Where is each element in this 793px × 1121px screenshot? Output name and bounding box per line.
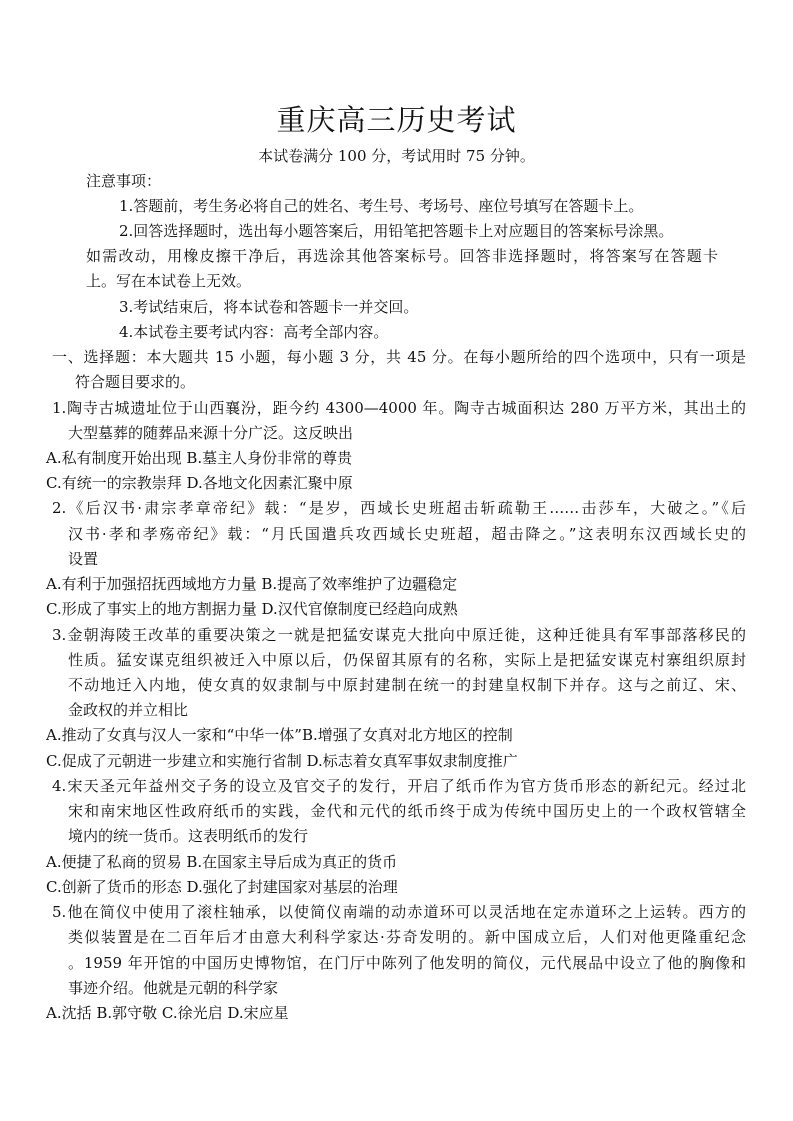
notice-item-2-line-1: 2.回答选择题时，选出每小题答案后，用铅笔把答题卡上对应题目的答案标号涂黑。	[119, 222, 674, 240]
question-1-stem-line-1: 1.陶寺古城遗址位于山西襄汾，距今约 4300—4000 年。陶寺古城面积达 280 万平方米，其出土的	[52, 399, 746, 417]
question-4-stem-line-3: 境内的统一货币。这表明纸币的发行	[68, 827, 309, 845]
question-5-stem-line-4: 事迹介绍。他就是元朝的科学家	[68, 979, 279, 997]
question-5-stem-line-3: 。1959 年开馆的中国历史博物馆，在门厅中陈列了他发明的简仪，元代展品中设立了他的胸像和	[68, 954, 746, 972]
question-5-stem-line-2: 类似装置是在二百年后才由意大利科学家达·芬奇发明的。新中国成立后，人们对他更隆重纪念	[68, 928, 746, 946]
question-5-options: A.沈括 B.郭守敬 C.徐光启 D.宋应星	[46, 1004, 289, 1022]
question-3-stem-line-1: 3.金朝海陵王改革的重要决策之一就是把猛安谋克大批向中原迁徙，这种迁徙具有军事部落移民的	[52, 626, 746, 644]
question-2-options-cd: C.形成了事实上的地方割据力量 D.汉代官僚制度已经趋向成熟	[46, 600, 458, 618]
question-1-options-ab: A.私有制度开始出现 B.墓主人身份非常的尊贵	[46, 449, 353, 467]
exam-title: 重庆高三历史考试	[276, 103, 517, 137]
question-1-options-cd: C.有统一的宗教崇拜 D.各地文化因素汇聚中原	[46, 474, 353, 492]
section-1-instructions-line-2: 符合题目要求的。	[75, 373, 196, 391]
question-3-stem-line-4: 金政权的并立相比	[68, 701, 189, 719]
question-4-options-ab: A.便捷了私商的贸易 B.在国家主导后成为真正的货币	[46, 853, 398, 871]
question-4-stem-line-1: 4.宋天圣元年益州交子务的设立及官交子的发行，开启了纸币作为官方货币形态的新纪元。经过北	[52, 777, 746, 795]
question-3-stem-line-2: 性质。猛安谋克组织被迁入中原以后，仍保留其原有的名称，实际上是把猛安谋克村寨组织原封	[68, 651, 746, 669]
question-4-stem-line-2: 宋和南宋地区性政府纸币的实践，金代和元代的纸币终于成为传统中国历史上的一个政权管辖全	[68, 802, 746, 820]
question-4-options-cd: C.创新了货币的形态 D.强化了封建国家对基层的治理	[46, 878, 398, 896]
notice-item-4: 4.本试卷主要考试内容：高考全部内容。	[119, 323, 389, 341]
notice-item-3: 3.考试结束后，将本试卷和答题卡一并交回。	[119, 298, 419, 316]
notice-item-2-line-2: 如需改动，用橡皮擦干净后，再选涂其他答案标号。回答非选择题时，将答案写在答题卡	[86, 247, 718, 265]
question-1-stem-line-2: 大型墓葬的随葬品来源十分广泛。这反映出	[68, 424, 354, 442]
notice-item-2-line-3: 上。写在本试卷上无效。	[86, 272, 252, 290]
notice-heading: 注意事项：	[86, 172, 162, 190]
question-3-options-cd: C.促成了元朝进一步建立和实施行省制 D.标志着女真军事奴隶制度推广	[46, 752, 518, 770]
question-3-stem-line-3: 不动地迁入内地，使女真的奴隶制与中原封建制在统一的封建皇权制下并存。这与之前辽、宋、	[68, 676, 746, 694]
question-5-stem-line-1: 5.他在简仪中使用了滚柱轴承，以使简仪南端的动赤道环可以灵活地在定赤道环之上运转。西方的	[52, 903, 746, 921]
question-2-stem-line-2: 汉书·孝和孝殇帝纪》载：“月氏国遣兵攻西域长史班超，超击降之。”这表明东汉西域长史的	[68, 525, 746, 543]
question-2-stem-line-3: 设置	[68, 550, 99, 568]
notice-item-1: 1.答题前，考生务必将自己的姓名、考生号、考场号、座位号填写在答题卡上。	[119, 197, 644, 215]
section-1-instructions-line-1: 一、选择题：本大题共 15 小题，每小题 3 分，共 45 分。在每小题所给的四个选项中，只有一项是	[52, 348, 746, 366]
question-2-options-ab: A.有利于加强招抚西域地方力量 B.提高了效率维护了边疆稳定	[46, 575, 458, 593]
exam-subtitle: 本试卷满分 100 分，考试用时 75 分钟。	[258, 147, 535, 165]
question-2-stem-line-1: 2.《后汉书·肃宗孝章帝纪》载：“是岁，西域长史班超击斩疏勒王……击莎车，大破之。”《后	[52, 499, 746, 517]
question-3-options-ab: A.推动了女真与汉人一家和“中华一体”B.增强了女真对北方地区的控制	[46, 726, 513, 744]
